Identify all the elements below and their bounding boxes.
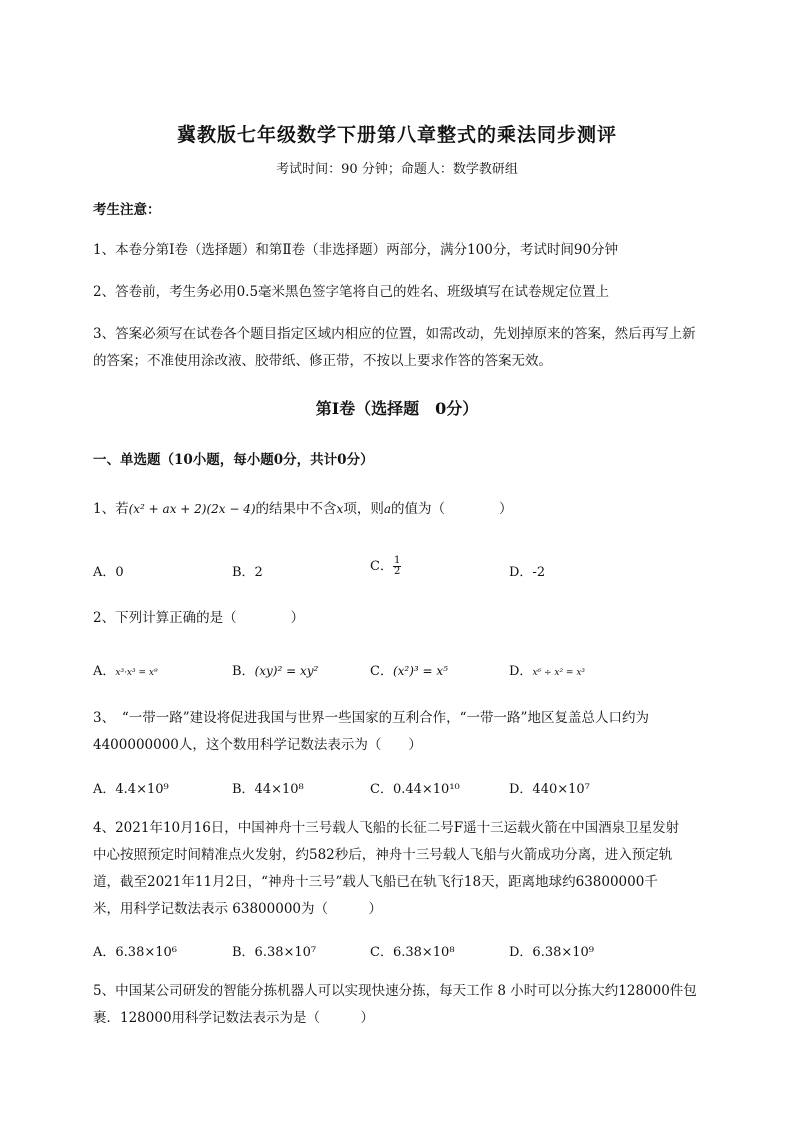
option-d[interactable]: D．x⁶ ÷ x² = x³	[509, 664, 586, 679]
option-a[interactable]: A．4.4×10⁹	[93, 782, 169, 797]
option-a[interactable]: A．6.38×10⁶	[93, 945, 177, 960]
question-2-stem: 2、下列计算正确的是（ ）	[93, 610, 305, 626]
page-title: 冀教版七年级数学下册第八章整式的乘法同步测评	[176, 124, 617, 146]
option-a[interactable]: A．0	[93, 565, 124, 580]
page-subtitle: 考试时间：90 分钟；命题人：数学教研组	[276, 162, 518, 177]
note-item: 1、本卷分第Ⅰ卷（选择题）和第Ⅱ卷（非选择题）两部分，满分100分，考试时间90分钟	[93, 242, 619, 258]
question-3-stem: 4400000000人，这个数用科学记数法表示为（ ）	[93, 737, 422, 753]
question-4-stem: 中心按照预定时间精准点火发射，约582秒后，神舟十三号载人飞船与火箭成功分离，进入预定轨	[93, 847, 673, 863]
option-d[interactable]: D．6.38×10⁹	[509, 945, 595, 960]
section-title: 第Ⅰ卷（选择题 0分）	[315, 399, 479, 418]
note-item: 3、答案必须写在试卷各个题目指定区域内相应的位置，如需改动，先划掉原来的答案，然后再写上新	[93, 326, 696, 342]
option-c[interactable]: C． $\frac{1}{2}$	[370, 555, 401, 577]
notes-heading: 考生注意：	[93, 202, 161, 218]
question-1-options	[93, 555, 743, 585]
note-item: 2、答卷前，考生务必用0.5毫米黑色签字笔将自己的姓名、班级填写在试卷规定位置上	[93, 284, 610, 300]
option-c[interactable]: C．6.38×10⁸	[370, 945, 455, 960]
question-4-options	[93, 941, 743, 965]
option-b[interactable]: B．44×10⁸	[232, 782, 304, 797]
option-b[interactable]: B．(xy)² = xy²	[232, 664, 319, 679]
note-item: 的答案；不准使用涂改液、胶带纸、修正带，不按以上要求作答的答案无效。	[93, 353, 552, 369]
option-c[interactable]: C．0.44×10¹⁰	[370, 782, 460, 797]
question-1-stem: 1、若(x² + ax + 2)(2x − 4)的结果中不含x项，则a的值为（ ）	[93, 501, 513, 517]
option-c[interactable]: C．(x²)³ = x⁵	[370, 664, 448, 679]
option-b[interactable]: B．6.38×10⁷	[232, 945, 317, 960]
question-4-stem: 4、2021年10月16日，中国神舟十三号载人飞船的长征二号F遥十三运载火箭在中国酒泉卫星发射	[93, 820, 680, 836]
fraction: $\frac{1}{2}$	[393, 555, 401, 577]
question-5-stem: 裹．128000用科学记数法表示为是（ ）	[93, 1010, 375, 1026]
question-3-stem: 3、 “一带一路”建设将促进我国与世界一些国家的互利合作，“一带一路”地区复盖总人口约为	[93, 710, 649, 726]
option-d[interactable]: D．440×10⁷	[509, 782, 590, 797]
option-a[interactable]: A．x³·x³ = x⁹	[93, 664, 158, 679]
question-2-options	[93, 660, 743, 684]
option-b[interactable]: B．2	[232, 565, 263, 580]
question-1-expression: (x² + ax + 2)(2x − 4)	[128, 502, 256, 516]
question-4-stem: 道，截至2021年11月2日，“神舟十三号”载人飞船已在轨飞行18天，距离地球约63800000千	[93, 874, 658, 890]
option-d[interactable]: D．-2	[509, 565, 546, 580]
question-4-stem: 米，用科学记数法表示 63800000为（ ）	[93, 901, 383, 917]
question-5-stem: 5、中国某公司研发的智能分拣机器人可以实现快速分拣，每天工作 8 小时可以分拣大约128000件包	[93, 983, 697, 999]
part-heading: 一、单选题（10小题，每小题0分，共计0分）	[93, 452, 374, 468]
question-3-options	[93, 778, 743, 802]
